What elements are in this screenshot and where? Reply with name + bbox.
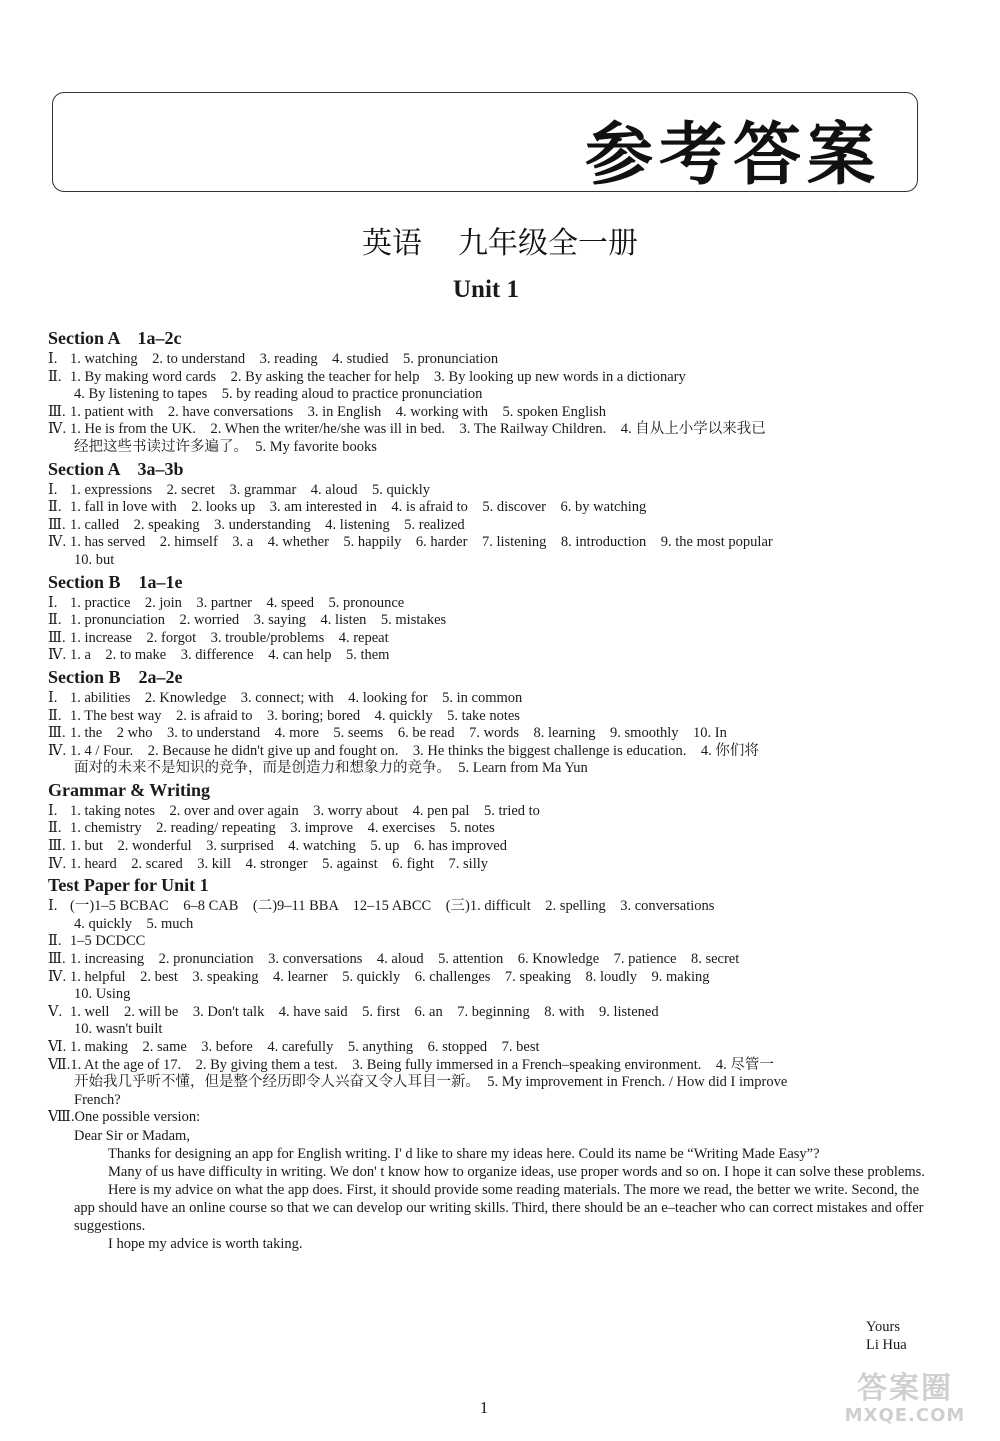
header-banner [52,92,918,195]
answer-line-continued: 4. quickly 5. much [74,915,194,932]
item-number: Ⅲ. [48,516,66,533]
item-number: Ⅵ. [48,1039,67,1055]
answer-line [48,803,926,821]
item-number: Ⅰ. [48,898,58,915]
answer-line [48,951,926,969]
answer-text: 1. heard 2. scared 3. kill 4. stronger 5. against 6. fight 7. silly [70,855,489,872]
letter-paragraph: I hope my advice is worth taking. [108,1235,303,1252]
answer-line [48,534,926,552]
section-title: Section A 3a–3b [48,458,184,479]
letter-greeting: Dear Sir or Madam, [74,1127,190,1144]
item-number: Ⅳ. [48,534,67,551]
watermark-url: MXQE.COM [844,1405,966,1426]
letter-paragraph: Thanks for designing an app for English writing. I' d like to share my ideas here. Could its name be “Writing Made Easy”? [108,1145,820,1162]
item-number: Ⅱ. [48,933,62,950]
answer-text: 1. By making word cards 2. By asking the teacher for help 3. By looking up new words in a dictionary [70,368,686,385]
answer-line [48,1109,926,1127]
answer-line [48,708,926,726]
answer-line [48,595,926,613]
answer-line [48,517,926,535]
answer-text: 1. He is from the UK. 2. When the writer/he/she was ill in bed. 3. The Railway Children. 4. 自从上小学以来我已 [70,421,766,438]
letter-closing: Yours [866,1319,900,1335]
answer-text: 1. making 2. same 3. before 4. carefully 5. anything 6. stopped 7. best [70,1039,540,1055]
answer-line [48,499,926,517]
item-number: Ⅰ. [48,594,58,611]
answer-text: 1. increase 2. forgot 3. trouble/problems 4. repeat [70,629,389,646]
section-title: Section A 1a–2c [48,328,182,348]
item-number: Ⅴ. [48,1003,63,1020]
item-number: Ⅱ. [48,707,62,724]
item-number: Ⅱ. [48,499,62,516]
item-number: Ⅷ. [48,1109,75,1126]
item-number: Ⅳ. [48,742,67,759]
section-title: Section B 1a–1e [48,571,183,592]
answer-line-continued: 经把这些书读过许多遍了。 5. My favorite books [74,438,377,455]
answer-line [48,838,926,856]
answer-line-continued: 10. Using [74,986,131,1003]
answer-line [48,482,926,500]
sample-letter [48,1127,926,1253]
item-number: Ⅲ. [48,951,66,968]
answer-text: 1. At the age of 17. 2. By giving them a test. 3. Being fully immersed in a French–speaking environment. 4. 尽管一 [70,1056,774,1073]
item-number: Ⅰ. [48,689,58,706]
answer-line [48,690,926,708]
item-number: Ⅰ. [48,802,58,819]
answer-text: 1. but 2. wonderful 3. surprised 4. watching 5. up 6. has improved [70,838,507,855]
letter-signature: Li Hua [866,1337,907,1353]
answer-text: 1. expressions 2. secret 3. grammar 4. aloud 5. quickly [70,481,431,498]
answer-text: 1. taking notes 2. over and over again 3. worry about 4. pen pal 5. tried to [70,802,540,819]
unit-title: Unit 1 [453,276,519,303]
item-number: Ⅲ. [48,838,66,855]
answer-text: 1. abilities 2. Knowledge 3. connect; with 4. looking for 5. in common [70,689,523,706]
answer-text: 1. a 2. to make 3. difference 4. can help 5. them [70,647,390,664]
page-number: 1 [479,1398,489,1417]
item-number: Ⅳ. [48,855,67,872]
item-number: Ⅱ. [48,612,62,629]
answer-line-continued: 开始我几乎听不懂，但是整个经历即令人兴奋又令人耳目一新。 5. My improvement in French. / How did I improve [74,1074,788,1091]
section-title: Section B 2a–2e [48,666,183,687]
answer-line [48,898,926,916]
subject-title [0,218,1000,262]
answer-line [48,612,926,630]
letter-paragraph: Many of us have difficulty in writing. We don' t know how to organize ideas, use proper words and so on. I hope it can solve these problems. [108,1163,925,1180]
item-number: Ⅰ. [48,481,58,498]
answer-text: 1. 4 / Four. 2. Because he didn't give up and fought on. 3. He thinks the biggest challenge is education. 4. 你们将 [70,742,759,759]
answer-line-continued: 10. but [74,551,115,568]
section-title: Test Paper for Unit 1 [48,875,209,896]
watermark-logo [820,1372,990,1432]
item-number: Ⅲ. [48,725,66,742]
letter-paragraph: Here is my advice on what the app does. First, it should provide some reading materials. The more we read, the better we write. Second, the app should have an online course so that we can develop our writing skills. Third, there should be an e–teacher who can correct mistakes and offer suggestions. [74,1181,924,1234]
answer-line-continued: 4. By listening to tapes 5. by reading aloud to practice pronunciation [74,386,483,403]
item-number: Ⅱ. [48,368,62,385]
answer-line [48,725,926,743]
item-number: Ⅶ. [48,1056,71,1073]
answer-text: (一)1–5 BCBAC 6–8 CAB (二)9–11 BBA 12–15 ABCC (三)1. difficult 2. spelling 3. conversations [70,898,715,915]
answer-line [48,404,926,422]
item-number: Ⅳ. [48,647,67,664]
answer-line [48,369,926,387]
answer-text: 1. pronunciation 2. worried 3. saying 4. listen 5. mistakes [70,612,447,629]
answer-text: One possible version: [74,1109,201,1126]
answer-text: 1. has served 2. himself 3. a 4. whether 5. happily 6. harder 7. listening 8. introduction 9. the most popular [70,534,773,551]
item-number: Ⅰ. [48,351,58,367]
item-number: Ⅳ. [48,968,67,985]
answer-text: 1. The best way 2. is afraid to 3. boring; bored 4. quickly 5. take notes [70,707,520,724]
item-number: Ⅳ. [48,421,67,438]
answer-text: 1. called 2. speaking 3. understanding 4. listening 5. realized [70,516,465,533]
answer-line [48,647,926,665]
answer-line [48,630,926,648]
watermark-text: 答案圈 [857,1371,953,1406]
item-number: Ⅱ. [48,820,62,837]
answer-line [48,933,926,951]
answer-text: 1. helpful 2. best 3. speaking 4. learner 5. quickly 6. challenges 7. speaking 8. loudly 9. making [70,968,710,985]
section-title: Grammar & Writing [48,779,210,800]
item-number: Ⅲ. [48,629,66,646]
answer-line [48,969,926,987]
subject-name: 英语 [362,226,422,261]
answer-text: 1. increasing 2. pronunciation 3. conversations 4. aloud 5. attention 6. Knowledge 7. patience 8. secret [70,951,740,968]
answer-line-continued: 10. wasn't built [74,1021,163,1038]
answer-text: 1. patient with 2. have conversations 3. in English 4. working with 5. spoken English [70,403,607,420]
answer-text: 1. chemistry 2. reading/ repeating 3. improve 4. exercises 5. notes [70,820,495,837]
answer-line [48,856,926,874]
letter-signoff [866,1318,907,1354]
answer-line [48,351,926,369]
answer-line-continued: French? [74,1091,121,1108]
answer-text: 1. fall in love with 2. looks up 3. am interested in 4. is afraid to 5. discover 6. by watching [70,499,647,516]
answer-text: 1. the 2 who 3. to understand 4. more 5. seems 6. be read 7. words 8. learning 9. smoothly 10. In [70,725,727,742]
grade-name: 九年级全一册 [458,226,638,261]
answer-line [48,421,926,439]
answer-text: 1. well 2. will be 3. Don't talk 4. have said 5. first 6. an 7. beginning 8. with 9. listened [70,1003,659,1020]
header-title: 参考答案 [584,116,881,195]
answer-line [48,1004,926,1022]
answer-line [48,1057,926,1075]
answer-line [48,1039,926,1057]
answer-line [48,820,926,838]
item-number: Ⅲ. [48,403,66,420]
answer-line [48,743,926,761]
answer-content [48,326,926,1253]
answer-line-continued: 面对的未来不是知识的竞争，而是创造力和想象力的竞争。 5. Learn from Ma Yun [74,760,588,777]
answer-text: 1. watching 2. to understand 3. reading 4. studied 5. pronunciation [70,351,499,367]
answer-text: 1–5 DCDCC [70,933,146,950]
answer-text: 1. practice 2. join 3. partner 4. speed 5. pronounce [70,594,405,611]
